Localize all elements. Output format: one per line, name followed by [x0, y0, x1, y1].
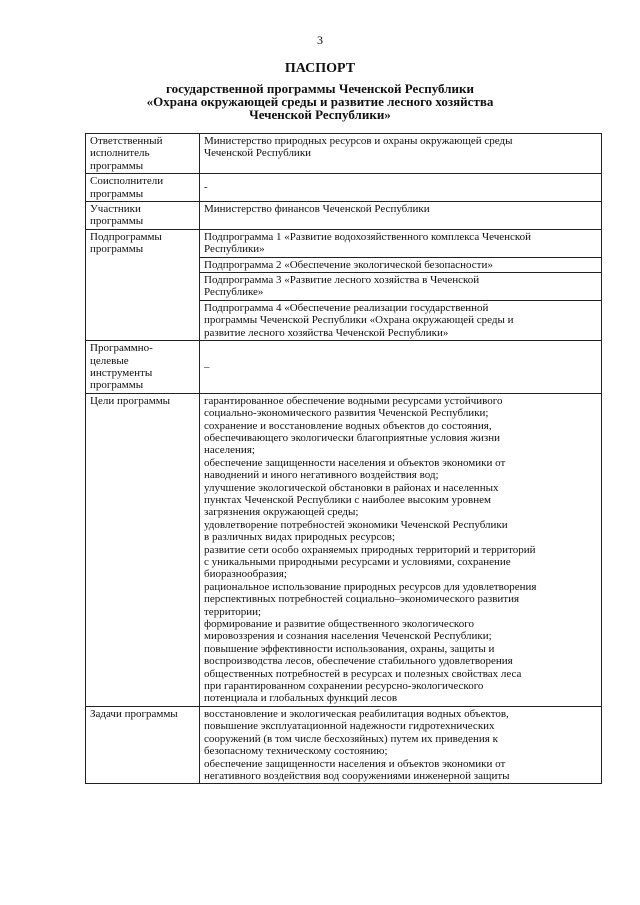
table-row	[86, 706, 602, 783]
subprogram-item	[200, 300, 602, 340]
label-line: Соисполнители	[90, 175, 164, 188]
label-line: программы	[90, 187, 144, 200]
label-line: Цели программы	[90, 394, 171, 407]
goal-line: населения;	[204, 444, 255, 457]
goal-line: пунктах Чеченской Республики с наиболее высоким уровнем	[204, 493, 491, 506]
value-line: Подпрограмма 4 «Обеспечение реализации государственной	[204, 301, 489, 314]
label-line: Задачи программы	[90, 707, 178, 720]
goal-line: наводнений и иного негативного воздействия вод;	[204, 469, 439, 482]
goal-line: гарантированное обеспечение водными ресурсами устойчивого	[204, 394, 503, 407]
task-line: сооружений (в том числе бесхозяйных) путем их приведения к	[204, 732, 498, 745]
goal-line: потенциала и глобальных функций лесов	[204, 692, 398, 705]
label-line: Ответственный	[90, 135, 163, 147]
row-value	[200, 341, 602, 394]
goal-line: удовлетворение потребностей экономики Чеченской Республики	[204, 518, 508, 531]
label-line: программы	[90, 379, 144, 392]
goal-line: обеспечивающего экологически благоприятные условия жизни	[204, 431, 501, 444]
goal-line: улучшение экологической обстановки в районах и населенных	[204, 481, 499, 494]
goal-line: развитие сети особо охраняемых природных территорий и территорий	[204, 543, 536, 556]
task-line: негативного воздействия вод сооружениями инженерной защиты	[204, 769, 510, 782]
value-line: программы Чеченской Республики «Охрана окружающей среды и	[204, 314, 514, 327]
value-line: развитие лесного хозяйства Чеченской Республики»	[204, 326, 449, 339]
table-row	[86, 341, 602, 394]
page-number: 3	[317, 33, 323, 47]
passport-table	[85, 133, 602, 784]
row-value	[200, 202, 602, 230]
subtitle-line: государственной программы Чеченской Республики	[166, 81, 474, 96]
value-line: -	[204, 181, 208, 194]
subtitle-line: «Охрана окружающей среды и развитие лесного хозяйства	[146, 94, 494, 109]
subprogram-item	[200, 257, 602, 272]
label-line: Программно-	[90, 342, 153, 355]
table-row	[86, 174, 602, 202]
task-line: безопасному техническому состоянию;	[204, 745, 388, 758]
row-label	[86, 341, 200, 394]
table-row	[86, 202, 602, 230]
row-label	[86, 706, 200, 783]
task-line: повышение эксплуатационной надежности гидротехнических	[204, 720, 495, 733]
goal-line: перспективных потребностей социально–экономического развития	[204, 593, 520, 606]
goal-line: воспроизводства лесов, обеспечение стабильного удовлетворения	[204, 655, 513, 668]
goal-line: рациональное использование природных ресурсов для удовлетворения	[204, 580, 537, 593]
label-line: целевые	[90, 354, 129, 367]
value-line: Подпрограмма 2 «Обеспечение экологической безопасности»	[204, 258, 493, 271]
label-line: Участники	[90, 203, 141, 216]
value-line: Подпрограмма 1 «Развитие водохозяйственного комплекса Чеченской	[204, 230, 532, 243]
row-value	[200, 134, 602, 174]
value-line: –	[204, 361, 210, 374]
goal-line: общественных потребностей в ресурсах и полезных свойствах леса	[204, 667, 522, 680]
row-label	[86, 393, 200, 706]
row-label	[86, 202, 200, 230]
document-title: ПАСПОРТ	[284, 61, 356, 76]
goal-line: мировоззрения и сознания населения Чеченской Республики;	[204, 630, 492, 643]
row-value	[200, 174, 602, 202]
label-line: программы	[90, 215, 144, 228]
value-line: Подпрограмма 3 «Развитие лесного хозяйства в Чеченской	[204, 274, 480, 287]
subprogram-item	[200, 273, 602, 301]
goals-list	[200, 393, 602, 706]
tasks-list	[200, 706, 602, 783]
value-line: Министерство финансов Чеченской Республики	[204, 203, 430, 216]
value-line: Республике»	[204, 286, 264, 299]
goal-line: социально-экономического развития Чеченской Республики;	[204, 407, 489, 420]
subprogram-item	[200, 229, 602, 257]
row-label	[86, 229, 200, 340]
goal-line: территории;	[204, 605, 262, 618]
task-line: обеспечение защищенности населения и объектов экономики от	[204, 757, 506, 770]
row-label	[86, 174, 200, 202]
label-line: исполнитель	[90, 147, 150, 160]
goal-line: при гарантированном сохранении ресурсно-экологического	[204, 680, 484, 693]
table-row	[86, 229, 602, 257]
label-line: Подпрограммы	[90, 230, 162, 243]
value-line: Министерство природных ресурсов и охраны окружающей среды	[204, 135, 513, 147]
goal-line: сохранение и восстановление водных объектов до состояния,	[204, 419, 492, 432]
value-line: Республики»	[204, 243, 265, 256]
subtitle-line: Чеченской Республики»	[249, 107, 391, 122]
task-line: восстановление и экологическая реабилитация водных объектов,	[204, 707, 509, 720]
goal-line: биоразнообразия;	[204, 568, 287, 581]
goal-line: в различных видах природных ресурсов;	[204, 531, 396, 544]
label-line: программы	[90, 243, 144, 256]
label-line: инструменты	[90, 366, 153, 379]
table-row	[86, 134, 602, 174]
label-line: программы	[90, 159, 144, 172]
table-row	[86, 393, 602, 706]
goal-line: обеспечение защищенности населения и объектов экономики от	[204, 456, 506, 469]
goal-line: повышение эффективности использования, охраны, защиты и	[204, 642, 495, 655]
goal-line: загрязнения окружающей среды;	[204, 506, 359, 519]
goal-line: формирование и развитие общественного экологического	[204, 618, 474, 631]
goal-line: с уникальными природными ресурсами и условиями, сохранение	[204, 556, 511, 568]
value-line: Чеченской Республики	[204, 147, 312, 160]
row-label	[86, 134, 200, 174]
